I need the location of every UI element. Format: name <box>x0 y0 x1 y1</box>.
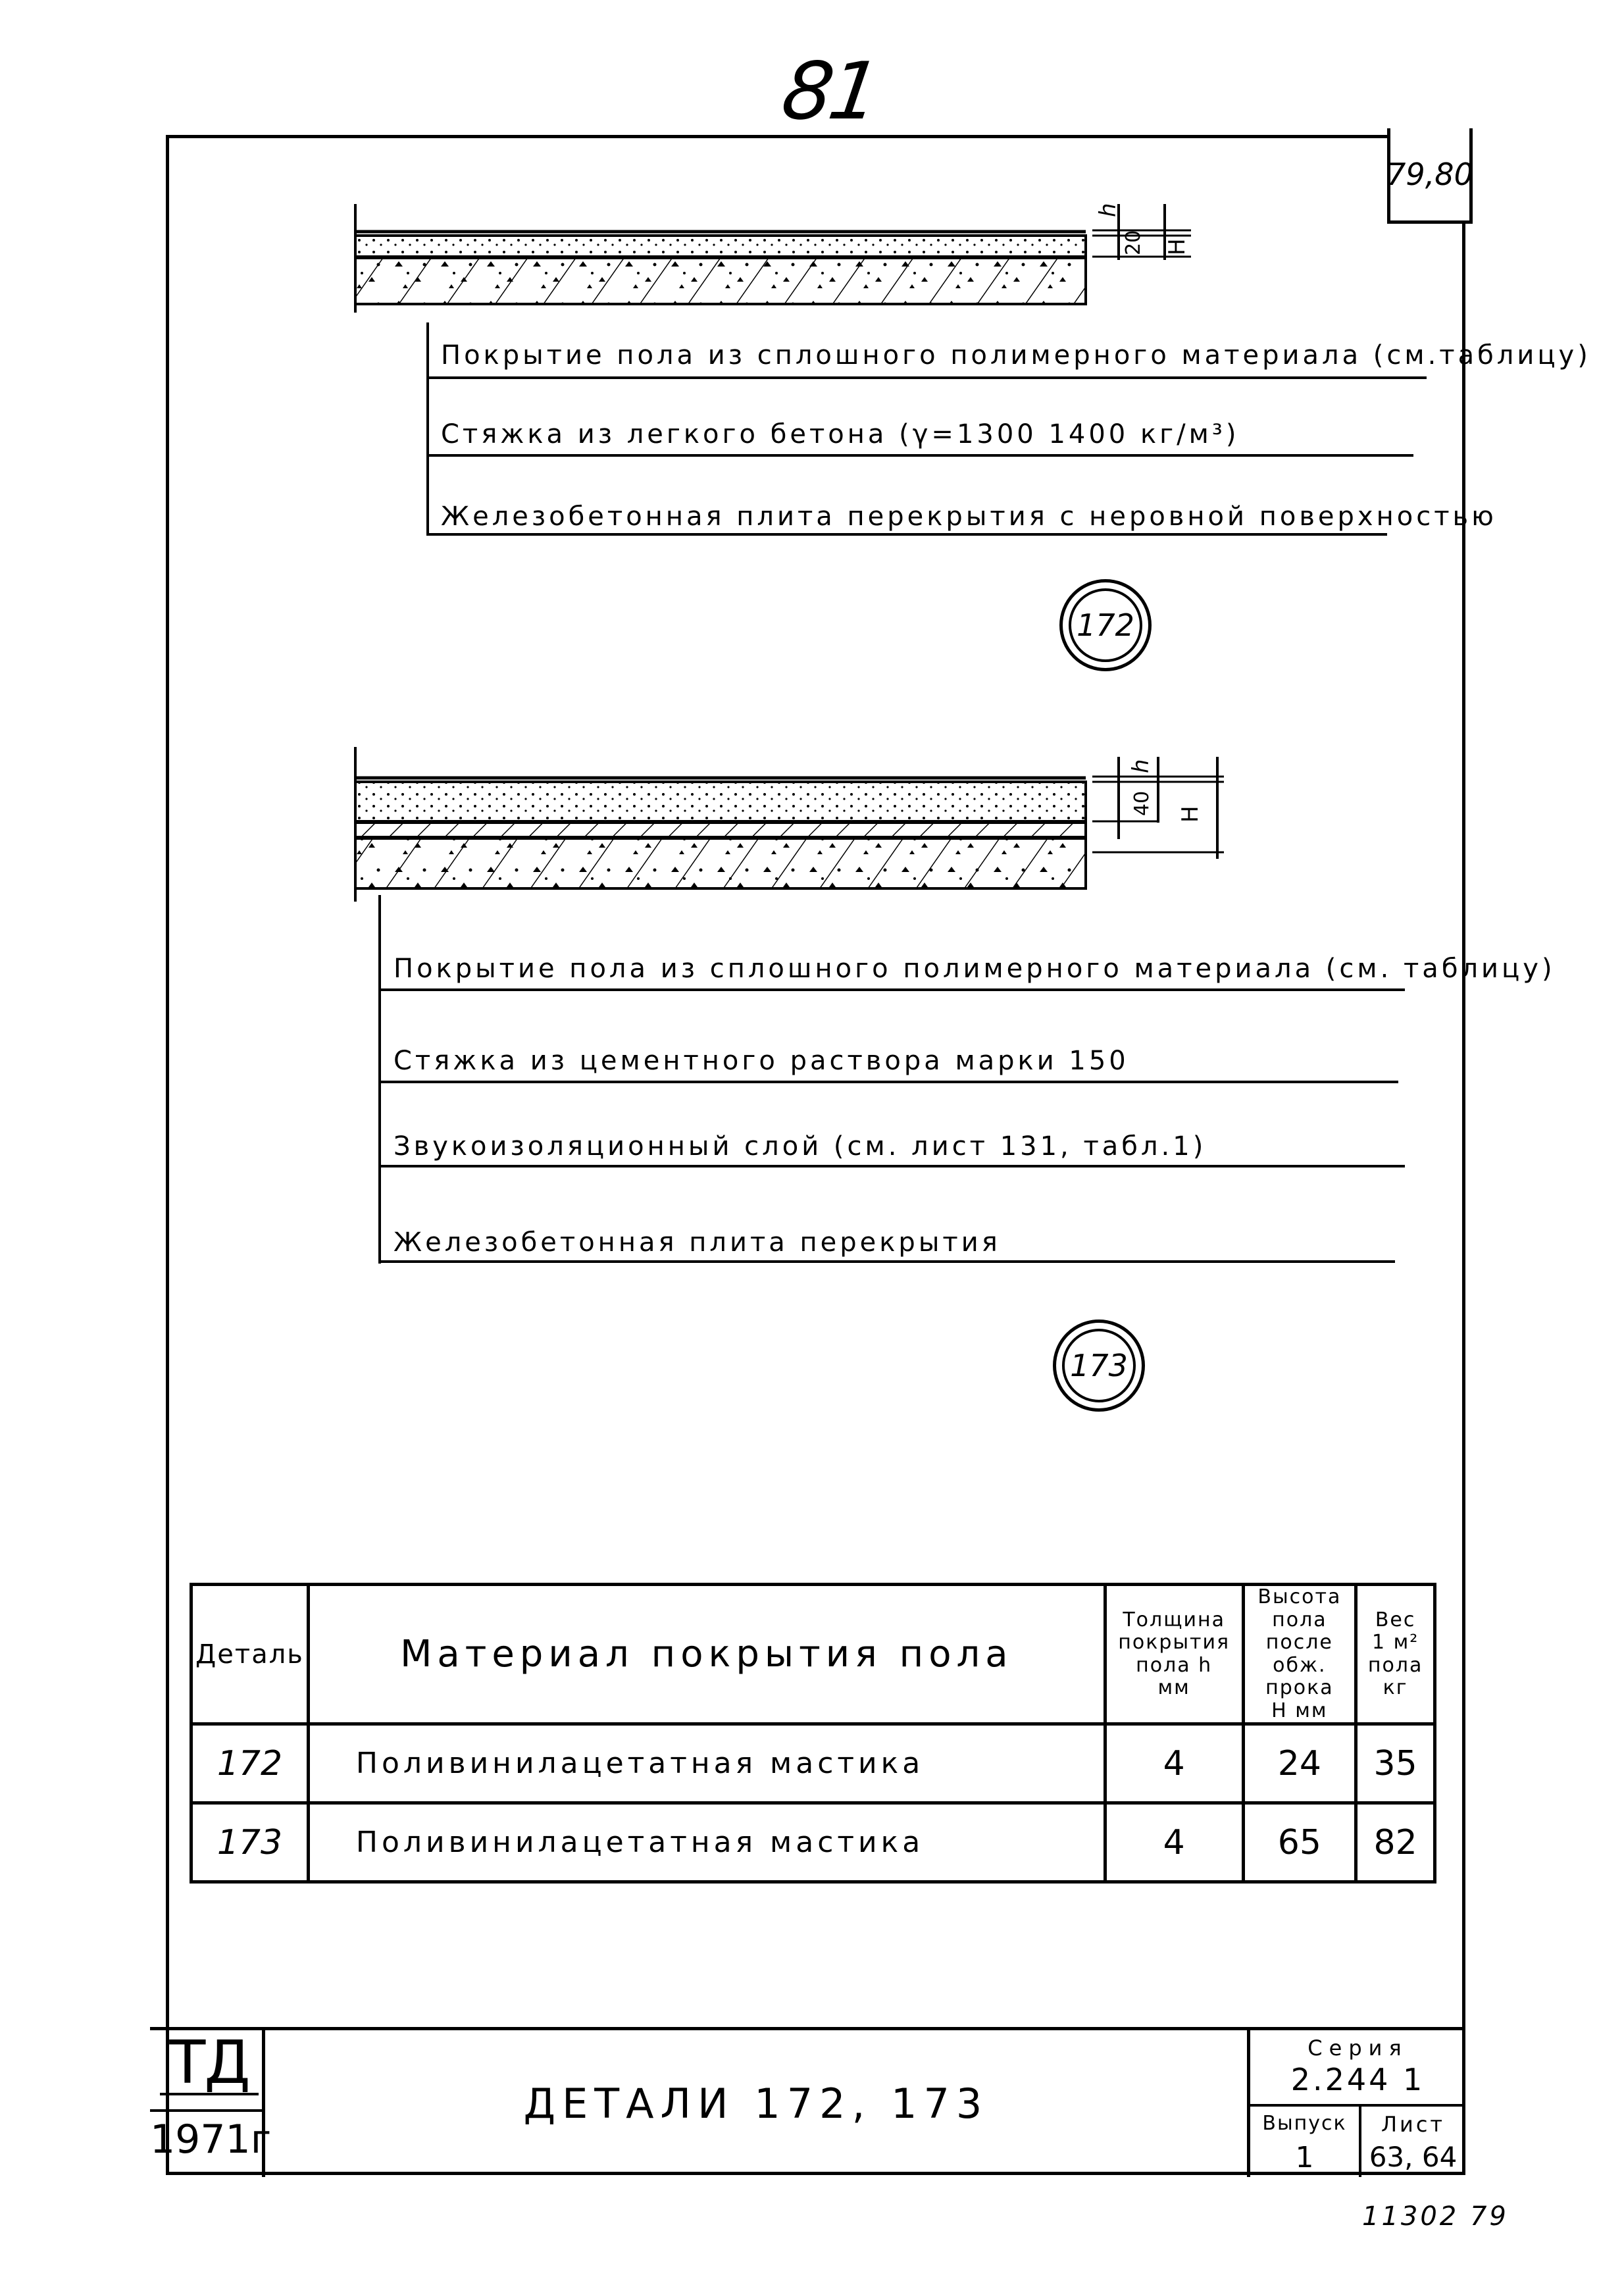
leader-line <box>426 454 1413 457</box>
leader-vertical-172 <box>426 322 429 533</box>
cell-detail: 172 <box>191 1724 309 1803</box>
drawing-title: ДЕТАЛИ 172, 173 <box>523 2080 989 2128</box>
issue-label: Выпуск <box>1262 2112 1347 2135</box>
dim-h-172: h <box>1095 203 1121 217</box>
cell-height: 65 <box>1243 1803 1356 1882</box>
dim-layer-172: 20 <box>1122 230 1145 255</box>
sheet-reference: 79,80 <box>1387 128 1473 224</box>
floor-material-table <box>190 1583 1436 1884</box>
layer-173-insulation: Звукоизоляционный слой (см. лист 131, табл.1) <box>393 1131 1207 1162</box>
leader-vertical-173 <box>378 895 381 1264</box>
page-number: 81 <box>776 46 882 138</box>
issue-value: 1 <box>1295 2141 1314 2174</box>
detail-173-section-drawing <box>342 744 1237 915</box>
cell-thickness: 4 <box>1105 1724 1243 1803</box>
header-height: Высота пола после обж. прока H мм <box>1243 1585 1356 1724</box>
cell-detail: 173 <box>191 1803 309 1882</box>
cell-material: Поливинилацетатная мастика <box>308 1803 1105 1882</box>
layer-173-slab: Железобетонная плита перекрытия <box>393 1227 1001 1258</box>
leader-line <box>378 1165 1405 1167</box>
header-detail: Деталь <box>191 1585 309 1724</box>
leader-line <box>378 988 1405 991</box>
table-header-row <box>191 1585 1435 1724</box>
cell-height: 24 <box>1243 1724 1356 1803</box>
header-material: Материал покрытия пола <box>308 1585 1105 1724</box>
callout-173-number: 173 <box>1062 1329 1136 1402</box>
leader-line <box>426 376 1427 379</box>
dim-H-172: H <box>1164 238 1190 255</box>
dim-H-173: H <box>1177 806 1204 823</box>
footer-stamp: 11302 79 <box>1362 2201 1509 2232</box>
cell-weight: 82 <box>1356 1803 1435 1882</box>
cell-weight: 35 <box>1356 1724 1435 1803</box>
cell-material: Поливинилацетатная мастика <box>308 1724 1105 1803</box>
series-value: 2.244 1 <box>1290 2062 1425 2097</box>
table-row <box>191 1803 1435 1882</box>
cell-thickness: 4 <box>1105 1803 1243 1882</box>
header-thickness: Толщина покрытия пола h мм <box>1105 1585 1243 1724</box>
callout-172 <box>1059 579 1152 671</box>
layer-173-coating: Покрытие пола из сплошного полимерного материала (см. таблицу) <box>393 954 1556 984</box>
sheet-value: 63, 64 <box>1369 2141 1458 2173</box>
leader-line <box>426 533 1387 536</box>
callout-172-number: 172 <box>1069 588 1142 662</box>
sheet-label: Лист <box>1381 2112 1446 2137</box>
dim-layer-173: 40 <box>1130 790 1154 816</box>
layer-172-slab: Железобетонная плита перекрытия с неровной поверхностью <box>441 501 1497 532</box>
layer-172-screed: Стяжка из легкого бетона (γ=1300 1400 кг/м³) <box>441 419 1240 449</box>
title-divider <box>1250 2104 1465 2107</box>
year: 1971г <box>150 2109 262 2167</box>
org-code: ТД <box>160 2034 259 2095</box>
dim-h-173: h <box>1128 759 1154 773</box>
callout-173 <box>1053 1320 1145 1412</box>
title-block-org <box>150 2028 272 2177</box>
title-block-series <box>1247 2030 1465 2177</box>
detail-172-section-drawing <box>342 178 1211 322</box>
layer-172-coating: Покрытие пола из сплошного полимерного материала (см.таблицу) <box>441 340 1591 371</box>
leader-line <box>378 1081 1398 1083</box>
series-label: Серия <box>1307 2036 1408 2061</box>
header-weight: Вес 1 м² пола кг <box>1356 1585 1435 1724</box>
leader-line <box>378 1260 1395 1263</box>
layer-173-screed: Стяжка из цементного раствора марки 150 <box>393 1046 1129 1076</box>
table-row <box>191 1724 1435 1803</box>
